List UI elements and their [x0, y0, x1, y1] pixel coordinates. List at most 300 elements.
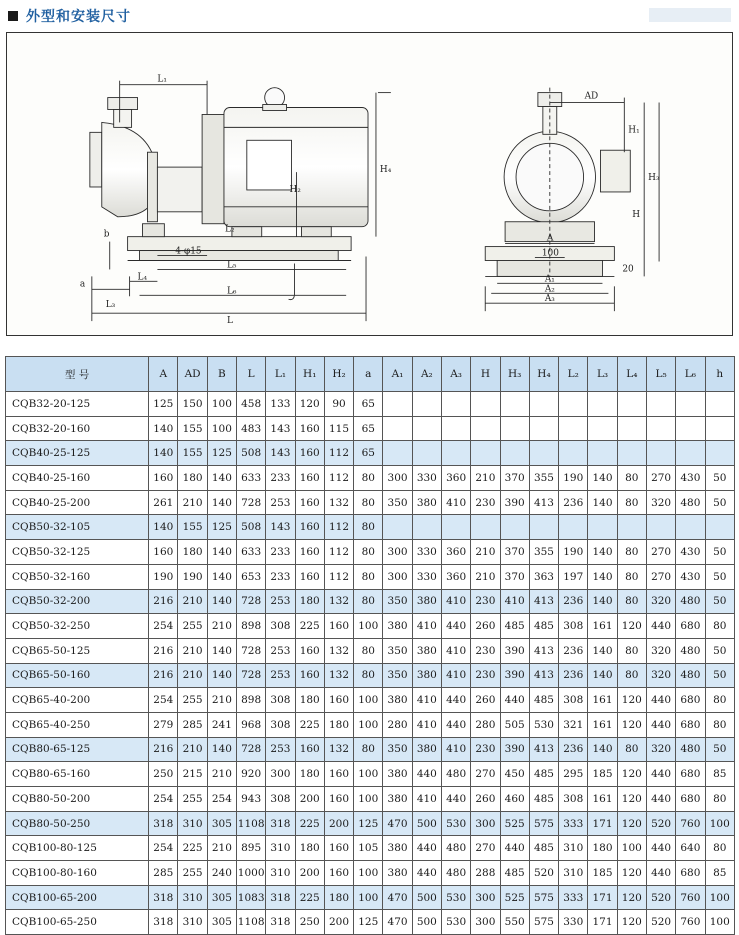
section-header [8, 6, 131, 26]
value-cell: 171 [588, 910, 617, 935]
value-cell [676, 515, 705, 540]
value-cell: 530 [441, 910, 470, 935]
value-cell: 653 [237, 564, 266, 589]
value-cell: 197 [559, 564, 588, 589]
value-cell: 485 [529, 688, 558, 713]
value-cell: 80 [354, 490, 383, 515]
value-cell: 140 [207, 490, 236, 515]
column-header: A₃ [441, 357, 470, 392]
value-cell: 125 [207, 515, 236, 540]
value-cell: 210 [178, 638, 207, 663]
value-cell: 80 [617, 589, 646, 614]
value-cell: 480 [676, 663, 705, 688]
value-cell: 310 [266, 861, 295, 886]
table-row [6, 836, 735, 861]
model-cell: CQB80-65-125 [6, 737, 149, 762]
value-cell: 483 [237, 416, 266, 441]
column-header: H₁ [295, 357, 324, 392]
value-cell: 140 [207, 564, 236, 589]
value-cell: 210 [178, 663, 207, 688]
value-cell [676, 416, 705, 441]
value-cell: 318 [149, 811, 178, 836]
value-cell: 85 [705, 861, 734, 886]
value-cell: 270 [646, 564, 675, 589]
value-cell: 728 [237, 663, 266, 688]
value-cell: 530 [441, 811, 470, 836]
value-cell [441, 441, 470, 466]
value-cell: 440 [646, 836, 675, 861]
label-L4: L₄ [137, 272, 148, 283]
value-cell [617, 441, 646, 466]
value-cell: 280 [471, 712, 500, 737]
value-cell: 254 [149, 787, 178, 812]
front-view [485, 88, 659, 312]
table-row [6, 861, 735, 886]
column-header: a [354, 357, 383, 392]
value-cell: 233 [266, 466, 295, 491]
value-cell: 253 [266, 490, 295, 515]
table-header-row [6, 357, 735, 392]
value-cell: 180 [588, 836, 617, 861]
value-cell: 380 [383, 836, 412, 861]
value-cell: 120 [617, 811, 646, 836]
value-cell: 125 [149, 392, 178, 417]
value-cell: 285 [178, 712, 207, 737]
value-cell: 161 [588, 614, 617, 639]
value-cell: 50 [705, 466, 734, 491]
value-cell: 380 [383, 762, 412, 787]
value-cell: 308 [266, 688, 295, 713]
label-A3: A₃ [544, 294, 555, 305]
value-cell: 185 [588, 861, 617, 886]
table-row [6, 589, 735, 614]
table-row [6, 416, 735, 441]
value-cell: 230 [471, 490, 500, 515]
value-cell: 253 [266, 638, 295, 663]
value-cell: 160 [324, 861, 353, 886]
value-cell: 171 [588, 811, 617, 836]
value-cell: 410 [412, 712, 441, 737]
value-cell: 210 [471, 540, 500, 565]
value-cell: 233 [266, 540, 295, 565]
value-cell: 318 [266, 811, 295, 836]
value-cell: 250 [149, 762, 178, 787]
value-cell: 380 [412, 490, 441, 515]
value-cell: 210 [471, 466, 500, 491]
value-cell [441, 416, 470, 441]
table-row [6, 515, 735, 540]
value-cell: 898 [237, 688, 266, 713]
value-cell: 190 [178, 564, 207, 589]
column-header: L₁ [266, 357, 295, 392]
value-cell: 160 [295, 466, 324, 491]
value-cell: 80 [705, 614, 734, 639]
value-cell [471, 515, 500, 540]
table-row [6, 762, 735, 787]
value-cell: 300 [383, 466, 412, 491]
value-cell: 575 [529, 885, 558, 910]
value-cell: 360 [441, 540, 470, 565]
value-cell: 300 [383, 564, 412, 589]
value-cell: 310 [178, 885, 207, 910]
value-cell: 440 [500, 836, 529, 861]
value-cell [529, 416, 558, 441]
value-cell: 140 [207, 737, 236, 762]
value-cell: 160 [324, 614, 353, 639]
value-cell [412, 515, 441, 540]
value-cell: 160 [295, 564, 324, 589]
model-cell: CQB40-25-200 [6, 490, 149, 515]
value-cell: 760 [676, 910, 705, 935]
value-cell: 270 [471, 762, 500, 787]
label-AD: AD [584, 91, 599, 102]
value-cell: 255 [178, 688, 207, 713]
value-cell: 530 [441, 885, 470, 910]
value-cell: 132 [324, 490, 353, 515]
value-cell: 520 [646, 811, 675, 836]
value-cell: 470 [383, 885, 412, 910]
value-cell: 225 [295, 712, 324, 737]
value-cell [500, 392, 529, 417]
value-cell: 160 [149, 466, 178, 491]
column-header: H₄ [529, 357, 558, 392]
value-cell [646, 416, 675, 441]
value-cell: 210 [207, 688, 236, 713]
value-cell: 370 [500, 540, 529, 565]
model-cell: CQB50-32-160 [6, 564, 149, 589]
column-header: h [705, 357, 734, 392]
value-cell: 112 [324, 564, 353, 589]
value-cell [471, 392, 500, 417]
value-cell: 190 [559, 540, 588, 565]
value-cell: 320 [646, 638, 675, 663]
value-cell: 255 [178, 614, 207, 639]
value-cell: 728 [237, 638, 266, 663]
value-cell: 140 [588, 737, 617, 762]
value-cell: 440 [646, 762, 675, 787]
value-cell: 485 [500, 861, 529, 886]
value-cell: 120 [617, 688, 646, 713]
table-row [6, 737, 735, 762]
value-cell [441, 392, 470, 417]
value-cell: 300 [266, 762, 295, 787]
value-cell: 410 [441, 638, 470, 663]
value-cell: 320 [646, 589, 675, 614]
value-cell: 140 [588, 466, 617, 491]
value-cell: 760 [676, 811, 705, 836]
value-cell: 520 [646, 910, 675, 935]
column-header: L₃ [588, 357, 617, 392]
value-cell: 310 [559, 836, 588, 861]
value-cell: 310 [266, 836, 295, 861]
value-cell [617, 515, 646, 540]
value-cell: 236 [559, 663, 588, 688]
table-row [6, 712, 735, 737]
value-cell: 308 [266, 614, 295, 639]
value-cell [500, 416, 529, 441]
value-cell: 120 [617, 787, 646, 812]
value-cell: 270 [646, 540, 675, 565]
value-cell: 350 [383, 663, 412, 688]
value-cell: 161 [588, 787, 617, 812]
value-cell: 505 [500, 712, 529, 737]
value-cell: 430 [676, 540, 705, 565]
value-cell [588, 441, 617, 466]
column-header: L [237, 357, 266, 392]
value-cell: 120 [617, 762, 646, 787]
value-cell [646, 392, 675, 417]
value-cell: 320 [646, 490, 675, 515]
value-cell: 480 [441, 762, 470, 787]
value-cell: 80 [354, 564, 383, 589]
corner-tab [649, 8, 731, 22]
value-cell: 160 [295, 441, 324, 466]
value-cell: 125 [354, 811, 383, 836]
value-cell: 140 [588, 540, 617, 565]
value-cell: 143 [266, 515, 295, 540]
value-cell: 633 [237, 466, 266, 491]
table-body [6, 392, 735, 935]
value-cell: 230 [471, 638, 500, 663]
value-cell: 500 [412, 811, 441, 836]
value-cell: 680 [676, 787, 705, 812]
value-cell: 112 [324, 441, 353, 466]
column-header: L₆ [676, 357, 705, 392]
value-cell: 80 [354, 663, 383, 688]
value-cell [617, 416, 646, 441]
table-row [6, 564, 735, 589]
value-cell [676, 392, 705, 417]
value-cell [559, 515, 588, 540]
value-cell: 80 [617, 737, 646, 762]
value-cell: 430 [676, 564, 705, 589]
value-cell: 530 [529, 712, 558, 737]
column-header: B [207, 357, 236, 392]
value-cell: 100 [354, 614, 383, 639]
value-cell: 390 [500, 490, 529, 515]
value-cell: 350 [383, 638, 412, 663]
value-cell: 485 [529, 762, 558, 787]
label-100: 100 [541, 248, 559, 259]
value-cell: 330 [559, 910, 588, 935]
value-cell: 80 [354, 737, 383, 762]
value-cell: 485 [529, 836, 558, 861]
value-cell [676, 441, 705, 466]
value-cell: 410 [412, 787, 441, 812]
value-cell: 100 [705, 910, 734, 935]
value-cell: 308 [559, 787, 588, 812]
model-cell: CQB80-50-250 [6, 811, 149, 836]
value-cell: 100 [354, 712, 383, 737]
value-cell: 480 [441, 836, 470, 861]
table-row [6, 638, 735, 663]
value-cell: 200 [295, 787, 324, 812]
value-cell: 410 [441, 490, 470, 515]
value-cell: 254 [149, 614, 178, 639]
value-cell: 241 [207, 712, 236, 737]
value-cell [705, 416, 734, 441]
label-A1: A₁ [544, 274, 555, 285]
value-cell: 80 [617, 490, 646, 515]
value-cell [441, 515, 470, 540]
value-cell: 270 [471, 836, 500, 861]
column-header: H₃ [500, 357, 529, 392]
value-cell: 140 [207, 466, 236, 491]
column-header: A₁ [383, 357, 412, 392]
value-cell: 210 [178, 490, 207, 515]
value-cell: 236 [559, 589, 588, 614]
value-cell: 410 [441, 663, 470, 688]
value-cell: 50 [705, 638, 734, 663]
value-cell: 180 [295, 836, 324, 861]
value-cell: 140 [207, 540, 236, 565]
value-cell: 185 [588, 762, 617, 787]
value-cell: 215 [178, 762, 207, 787]
pump-drawing-svg [7, 33, 732, 335]
value-cell: 380 [383, 614, 412, 639]
value-cell: 125 [207, 441, 236, 466]
value-cell: 470 [383, 811, 412, 836]
section-title: 外型和安装尺寸 [26, 9, 131, 25]
value-cell: 140 [588, 564, 617, 589]
model-cell: CQB50-32-125 [6, 540, 149, 565]
value-cell: 728 [237, 490, 266, 515]
value-cell: 320 [646, 663, 675, 688]
label-b: b [103, 229, 110, 240]
value-cell: 370 [500, 466, 529, 491]
value-cell: 458 [237, 392, 266, 417]
value-cell: 50 [705, 589, 734, 614]
value-cell: 100 [617, 836, 646, 861]
value-cell: 920 [237, 762, 266, 787]
value-cell: 480 [676, 737, 705, 762]
value-cell: 350 [383, 737, 412, 762]
value-cell: 728 [237, 737, 266, 762]
value-cell: 270 [646, 466, 675, 491]
bullet-square-icon [8, 11, 18, 21]
value-cell: 160 [324, 836, 353, 861]
label-20: 20 [622, 264, 634, 275]
value-cell: 318 [266, 910, 295, 935]
value-cell: 210 [471, 564, 500, 589]
value-cell: 440 [646, 614, 675, 639]
column-header: H₂ [324, 357, 353, 392]
value-cell: 133 [266, 392, 295, 417]
value-cell: 440 [500, 688, 529, 713]
value-cell: 216 [149, 638, 178, 663]
value-cell: 413 [529, 663, 558, 688]
value-cell: 350 [383, 490, 412, 515]
value-cell: 120 [295, 392, 324, 417]
value-cell: 255 [178, 787, 207, 812]
value-cell: 216 [149, 589, 178, 614]
value-cell: 112 [324, 466, 353, 491]
value-cell: 413 [529, 490, 558, 515]
value-cell: 180 [295, 688, 324, 713]
value-cell: 440 [412, 836, 441, 861]
table-row [6, 540, 735, 565]
value-cell [383, 515, 412, 540]
model-cell: CQB65-40-250 [6, 712, 149, 737]
value-cell [383, 416, 412, 441]
value-cell: 321 [559, 712, 588, 737]
value-cell: 132 [324, 663, 353, 688]
label-H4: H₄ [379, 165, 392, 176]
value-cell: 65 [354, 416, 383, 441]
value-cell: 370 [500, 564, 529, 589]
column-header: L₅ [646, 357, 675, 392]
value-cell: 413 [529, 638, 558, 663]
value-cell: 160 [295, 515, 324, 540]
value-cell: 132 [324, 638, 353, 663]
table-row [6, 614, 735, 639]
value-cell: 132 [324, 737, 353, 762]
value-cell: 310 [559, 861, 588, 886]
value-cell: 50 [705, 663, 734, 688]
value-cell [500, 515, 529, 540]
table-row [6, 466, 735, 491]
value-cell: 390 [500, 638, 529, 663]
value-cell: 440 [412, 861, 441, 886]
value-cell: 330 [412, 466, 441, 491]
value-cell: 1108 [237, 811, 266, 836]
model-cell: CQB40-25-160 [6, 466, 149, 491]
table-row [6, 441, 735, 466]
value-cell [383, 441, 412, 466]
value-cell: 200 [295, 861, 324, 886]
value-cell: 440 [441, 614, 470, 639]
value-cell: 300 [471, 885, 500, 910]
value-cell: 300 [383, 540, 412, 565]
value-cell: 440 [412, 762, 441, 787]
value-cell: 1000 [237, 861, 266, 886]
model-cell: CQB40-25-125 [6, 441, 149, 466]
model-cell: CQB100-65-200 [6, 885, 149, 910]
value-cell: 508 [237, 515, 266, 540]
value-cell: 100 [354, 762, 383, 787]
value-cell: 100 [705, 811, 734, 836]
value-cell: 125 [354, 910, 383, 935]
value-cell: 80 [617, 540, 646, 565]
value-cell [646, 441, 675, 466]
value-cell: 470 [383, 910, 412, 935]
value-cell: 160 [324, 688, 353, 713]
value-cell: 80 [354, 515, 383, 540]
value-cell: 250 [295, 910, 324, 935]
value-cell: 295 [559, 762, 588, 787]
value-cell: 140 [149, 515, 178, 540]
value-cell: 550 [500, 910, 529, 935]
value-cell: 680 [676, 762, 705, 787]
value-cell: 500 [412, 910, 441, 935]
value-cell: 318 [149, 910, 178, 935]
value-cell: 680 [676, 614, 705, 639]
value-cell: 80 [617, 663, 646, 688]
value-cell: 575 [529, 811, 558, 836]
value-cell: 318 [149, 885, 178, 910]
value-cell: 380 [412, 737, 441, 762]
value-cell: 160 [295, 416, 324, 441]
value-cell: 440 [646, 688, 675, 713]
value-cell: 968 [237, 712, 266, 737]
value-cell: 100 [354, 787, 383, 812]
value-cell: 330 [412, 564, 441, 589]
table-row [6, 811, 735, 836]
value-cell: 261 [149, 490, 178, 515]
value-cell: 633 [237, 540, 266, 565]
value-cell [559, 441, 588, 466]
value-cell: 140 [207, 663, 236, 688]
